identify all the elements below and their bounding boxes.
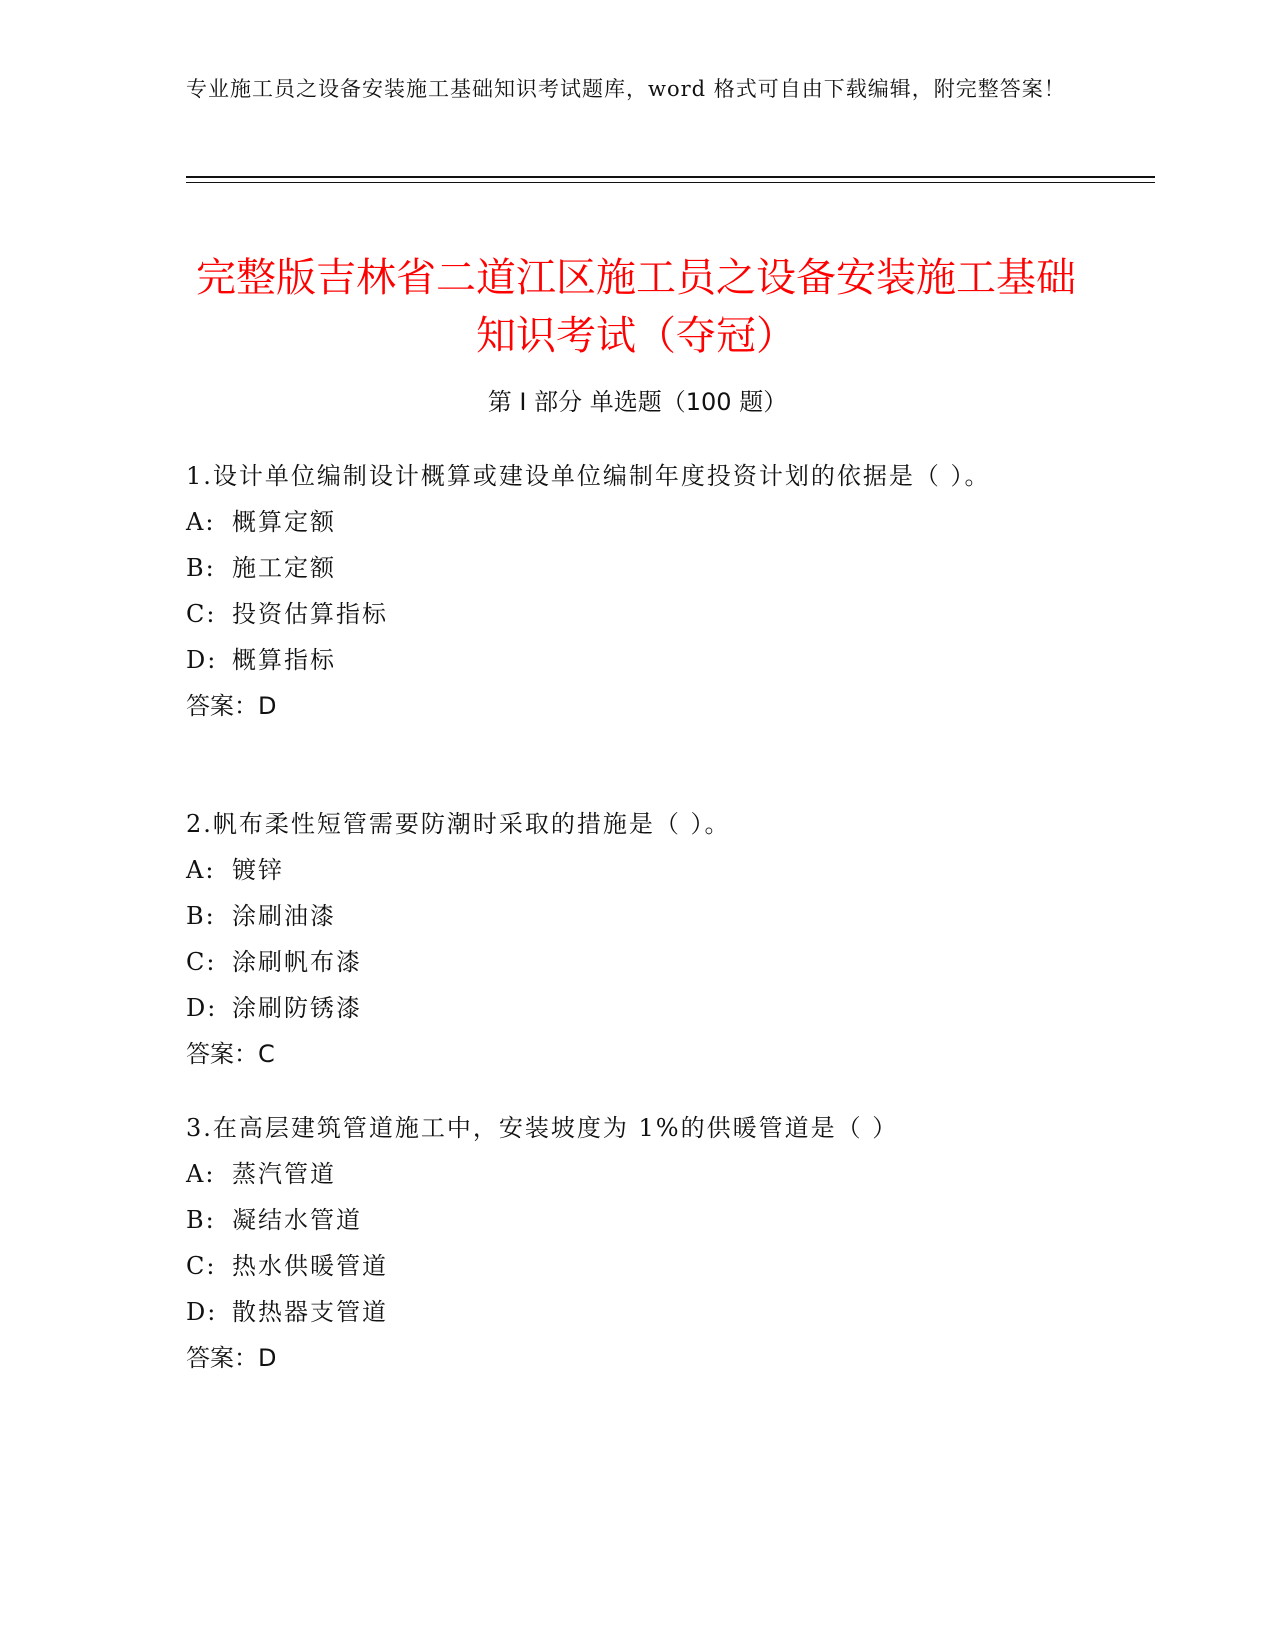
question-stem: 3.在高层建筑管道施工中，安装坡度为 1%的供暖管道是（ ） — [186, 1114, 899, 1142]
option-a — [186, 1151, 1086, 1197]
option-key: C: — [186, 948, 217, 976]
option-a — [186, 847, 1086, 893]
question-stem: 1.设计单位编制设计概算或建设单位编制年度投资计划的依据是（ ）。 — [186, 462, 991, 490]
option-text: 投资估算指标 — [232, 600, 388, 628]
header-note: 专业施工员之设备安装施工基础知识考试题库，word 格式可自由下载编辑，附完整答案！ — [186, 77, 1066, 101]
option-b — [186, 1197, 1086, 1243]
option-d — [186, 1289, 1086, 1335]
option-text: 概算指标 — [232, 646, 336, 674]
option-key: A: — [186, 508, 216, 536]
option-c — [186, 591, 1086, 637]
option-key: D: — [186, 1298, 218, 1326]
option-c — [186, 1243, 1086, 1289]
option-b — [186, 893, 1086, 939]
option-key: C: — [186, 600, 217, 628]
option-key: A: — [186, 1160, 216, 1188]
answer: 答案：D — [186, 1344, 277, 1372]
option-key: B: — [186, 902, 216, 930]
option-text: 涂刷帆布漆 — [232, 948, 362, 976]
option-b — [186, 545, 1086, 591]
question-1 — [186, 453, 1086, 729]
option-text: 凝结水管道 — [232, 1206, 362, 1234]
option-key: A: — [186, 856, 216, 884]
option-key: D: — [186, 994, 218, 1022]
option-text: 镀锌 — [232, 856, 284, 884]
question-stem: 2.帆布柔性短管需要防潮时采取的措施是（ ）。 — [186, 810, 731, 838]
option-d — [186, 637, 1086, 683]
answer: 答案：C — [186, 1040, 275, 1068]
option-text: 涂刷防锈漆 — [232, 994, 362, 1022]
option-c — [186, 939, 1086, 985]
option-text: 涂刷油漆 — [232, 902, 336, 930]
header-divider-thin — [186, 182, 1155, 183]
question-3 — [186, 1105, 1086, 1381]
option-key: B: — [186, 554, 216, 582]
document-title: 完整版吉林省二道江区施工员之设备安装施工基础知识考试（夺冠） — [196, 254, 1076, 359]
option-key: B: — [186, 1206, 216, 1234]
option-text: 热水供暖管道 — [232, 1252, 388, 1280]
option-text: 概算定额 — [232, 508, 336, 536]
section-heading: 第 I 部分 单选题（100 题） — [487, 388, 788, 416]
option-text: 蒸汽管道 — [232, 1160, 336, 1188]
option-key: D: — [186, 646, 218, 674]
option-text: 施工定额 — [232, 554, 336, 582]
option-key: C: — [186, 1252, 217, 1280]
option-text: 散热器支管道 — [232, 1298, 388, 1326]
question-2 — [186, 801, 1086, 1077]
option-d — [186, 985, 1086, 1031]
option-a — [186, 499, 1086, 545]
answer: 答案：D — [186, 692, 277, 720]
header-divider — [186, 176, 1155, 178]
